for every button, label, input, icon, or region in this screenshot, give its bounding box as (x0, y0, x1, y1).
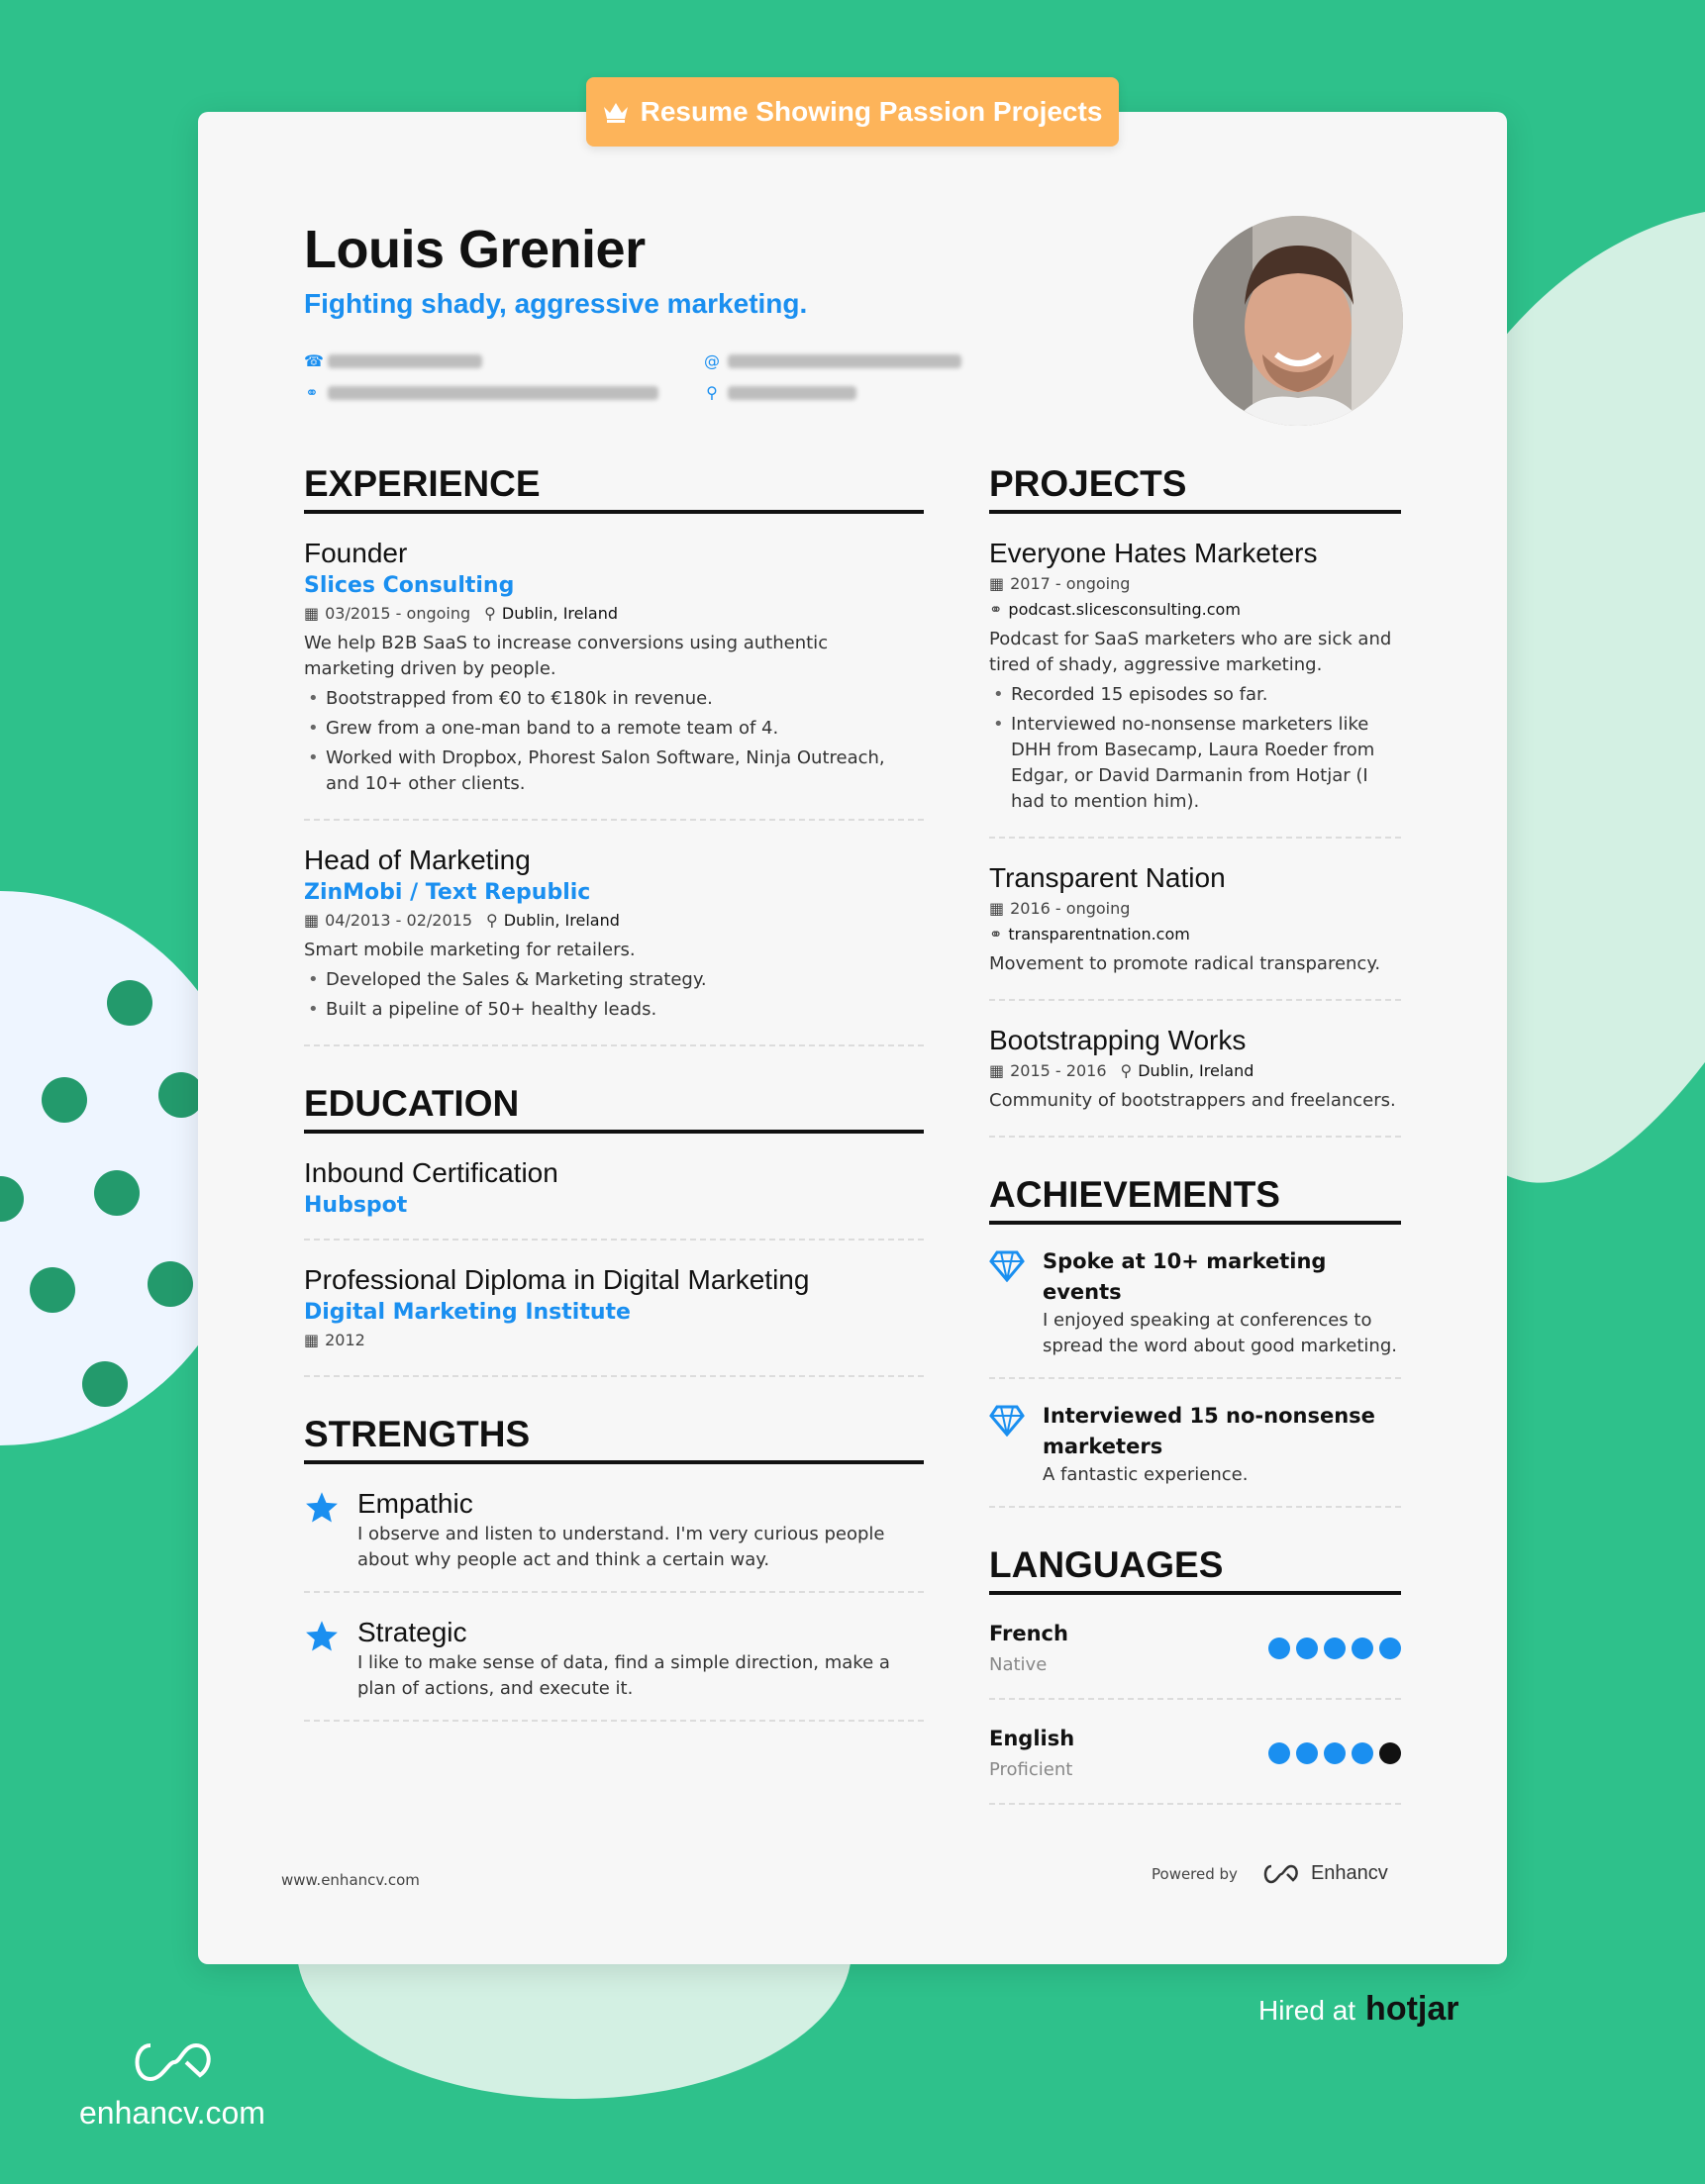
rating-dot (1379, 1638, 1401, 1659)
entry-description: We help B2B SaaS to increase conversions using authentic marketing driven by people. (304, 633, 829, 679)
rating-dot (1324, 1638, 1346, 1659)
bullet-item: • Grew from a one-man band to a remote team of 4. (304, 716, 924, 742)
section-title-achievements: ACHIEVEMENTS (989, 1173, 1401, 1225)
rating-dot (1379, 1742, 1401, 1764)
strength-item (304, 1615, 924, 1722)
bullet-item: • Worked with Dropbox, Phorest Salon Software, Ninja Outreach, and 10+ other clients. (304, 745, 924, 797)
footer-url[interactable]: www.enhancv.com (281, 1871, 420, 1889)
section-title-education: EDUCATION (304, 1082, 924, 1134)
decor-dot (94, 1170, 140, 1216)
contact-link (304, 383, 658, 402)
project-title: Bootstrapping Works (989, 1025, 1247, 1055)
calendar-icon: ▦ (989, 899, 1005, 918)
candidate-tagline: Fighting shady, aggressive marketing. (304, 288, 808, 319)
language-rating (1268, 1742, 1401, 1764)
education-entry (304, 1262, 924, 1377)
link-icon: ⚭ (989, 925, 1003, 943)
achievement-description: I enjoyed speaking at conferences to spread the word about good marketing. (1043, 1310, 1397, 1356)
entry-meta (304, 1328, 924, 1353)
diamond-icon (989, 1250, 1025, 1282)
entry-link (989, 922, 1401, 947)
degree-title: Professional Diploma in Digital Marketing (304, 1264, 810, 1295)
section-title-projects: PROJECTS (989, 462, 1401, 514)
contact-email (704, 351, 961, 370)
rating-dot (1352, 1742, 1373, 1764)
redacted-value (728, 386, 856, 400)
achievement-item (989, 1401, 1401, 1508)
bullet-item: • Interviewed no-nonsense marketers like DHH from Basecamp, Laura Roeder from Edgar, or David Darmanin from Hotjar (I had to mention him). (989, 712, 1401, 815)
strength-item (304, 1486, 924, 1593)
entry-dates: 2012 (325, 1331, 365, 1349)
redacted-value (328, 386, 658, 400)
bullet-item: • Built a pipeline of 50+ healthy leads. (304, 997, 924, 1023)
strength-title: Strategic (357, 1617, 467, 1647)
strength-description: I observe and listen to understand. I'm very curious people about why people act and think a certain way. (357, 1524, 885, 1570)
calendar-icon: ▦ (304, 911, 320, 930)
section-title-languages: LANGUAGES (989, 1543, 1401, 1595)
location-pin-icon: ⚲ (486, 911, 498, 930)
project-entry (989, 1023, 1401, 1138)
contact-location (704, 383, 856, 402)
link-icon: ⚭ (305, 383, 319, 402)
entry-description: Community of bootstrappers and freelancers. (989, 1090, 1396, 1111)
language-name: English (989, 1727, 1075, 1750)
link-icon: ⚭ (989, 600, 1003, 619)
bullet-item: • Developed the Sales & Marketing strategy. (304, 967, 924, 993)
entry-dates: 04/2013 - 02/2015 (325, 911, 473, 930)
entry-location: Dublin, Ireland (1138, 1061, 1254, 1080)
powered-by-label: Powered by (1152, 1864, 1238, 1883)
entry-dates: 2017 - ongoing (1010, 574, 1131, 593)
candidate-name: Louis Grenier (304, 220, 646, 279)
location-pin-icon: ⚲ (706, 383, 718, 402)
hotjar-logo: hotjar (1365, 1990, 1459, 2028)
entry-link (989, 597, 1401, 623)
achievement-description: A fantastic experience. (1043, 1464, 1249, 1485)
experience-entry (304, 536, 924, 821)
entry-description: Smart mobile marketing for retailers. (304, 940, 636, 960)
enhancv-infinity-icon (123, 2039, 222, 2085)
decor-dot (82, 1361, 128, 1407)
entry-meta (304, 908, 924, 934)
star-icon (304, 1619, 340, 1654)
project-title: Transparent Nation (989, 862, 1226, 893)
left-column (304, 462, 924, 1743)
experience-entry (304, 843, 924, 1046)
resume-card (198, 112, 1507, 1964)
language-name: French (989, 1622, 1068, 1645)
diamond-icon (989, 1405, 1025, 1437)
decor-dot (30, 1267, 75, 1313)
strength-description: I like to make sense of data, find a simple direction, make a plan of actions, and execute it. (357, 1652, 890, 1699)
rating-dot (1296, 1742, 1318, 1764)
entry-location: Dublin, Ireland (501, 604, 619, 623)
entry-description: Podcast for SaaS marketers who are sick and tired of shady, aggressive marketing. (989, 629, 1392, 675)
decor-dot (148, 1261, 193, 1307)
calendar-icon: ▦ (304, 1331, 320, 1349)
rating-dot (1324, 1742, 1346, 1764)
company-name: ZinMobi / Text Republic (304, 880, 591, 905)
enhancv-logo[interactable] (1259, 1862, 1388, 1885)
decor-dot (107, 980, 152, 1026)
degree-title: Inbound Certification (304, 1157, 558, 1188)
calendar-icon: ▦ (304, 604, 320, 623)
language-rating (1268, 1638, 1401, 1659)
entry-location: Dublin, Ireland (503, 911, 620, 930)
entry-dates: 03/2015 - ongoing (325, 604, 471, 623)
strength-title: Empathic (357, 1488, 473, 1519)
resume-type-badge (586, 77, 1119, 147)
location-pin-icon: ⚲ (1120, 1061, 1133, 1080)
entry-description: Movement to promote radical transparency. (989, 953, 1381, 974)
at-icon: @ (704, 351, 720, 370)
entry-meta (989, 896, 1401, 922)
job-title: Founder (304, 538, 408, 568)
enhancv-infinity-icon (1259, 1863, 1303, 1885)
crown-icon (603, 101, 629, 123)
redacted-value (328, 354, 482, 368)
enhancv-brand[interactable] (79, 2039, 265, 2132)
avatar-photo (1193, 216, 1403, 426)
phone-icon: ☎ (304, 351, 324, 370)
language-item (989, 1722, 1401, 1805)
section-title-experience: EXPERIENCE (304, 462, 924, 514)
language-level: Proficient (989, 1759, 1073, 1780)
bullet-item: • Bootstrapped from €0 to €180k in revenue. (304, 686, 924, 712)
project-title: Everyone Hates Marketers (989, 538, 1318, 568)
project-link[interactable]: transparentnation.com (1008, 925, 1190, 943)
rating-dot (1296, 1638, 1318, 1659)
language-item (989, 1617, 1401, 1700)
calendar-icon: ▦ (989, 1061, 1005, 1080)
rating-dot (1268, 1638, 1290, 1659)
entry-dates: 2016 - ongoing (1010, 899, 1131, 918)
right-column (989, 462, 1401, 1827)
entry-dates: 2015 - 2016 (1010, 1061, 1107, 1080)
section-title-strengths: STRENGTHS (304, 1413, 924, 1464)
enhancv-logo-text: Enhancv (1310, 1862, 1388, 1884)
school-name: Hubspot (304, 1193, 408, 1218)
project-link[interactable]: podcast.slicesconsulting.com (1008, 600, 1241, 619)
star-icon (304, 1490, 340, 1526)
enhancv-site: enhancv.com (79, 2095, 265, 2131)
rating-dot (1352, 1638, 1373, 1659)
contact-phone (304, 351, 482, 370)
redacted-value (728, 354, 961, 368)
hired-at-label: Hired at (1258, 1995, 1356, 2026)
company-name: Slices Consulting (304, 573, 515, 598)
education-entry (304, 1155, 924, 1241)
achievement-title: Spoke at 10+ marketing events (1043, 1249, 1327, 1304)
school-name: Digital Marketing Institute (304, 1300, 631, 1325)
footer-powered (1152, 1862, 1388, 1885)
entry-meta (989, 1058, 1401, 1084)
entry-meta (989, 571, 1401, 597)
hired-at (1258, 1990, 1459, 2029)
bullet-item: • Recorded 15 episodes so far. (989, 682, 1401, 708)
calendar-icon: ▦ (989, 574, 1005, 593)
language-level: Native (989, 1654, 1048, 1675)
rating-dot (1268, 1742, 1290, 1764)
location-pin-icon: ⚲ (484, 604, 496, 623)
project-entry (989, 860, 1401, 1001)
badge-label: Resume Showing Passion Projects (640, 96, 1103, 127)
decor-dot (42, 1077, 87, 1123)
achievement-item (989, 1246, 1401, 1379)
job-title: Head of Marketing (304, 844, 531, 875)
project-entry (989, 536, 1401, 839)
avatar (1193, 216, 1403, 426)
entry-meta (304, 601, 924, 627)
achievement-title: Interviewed 15 no-nonsense marketers (1043, 1404, 1375, 1458)
